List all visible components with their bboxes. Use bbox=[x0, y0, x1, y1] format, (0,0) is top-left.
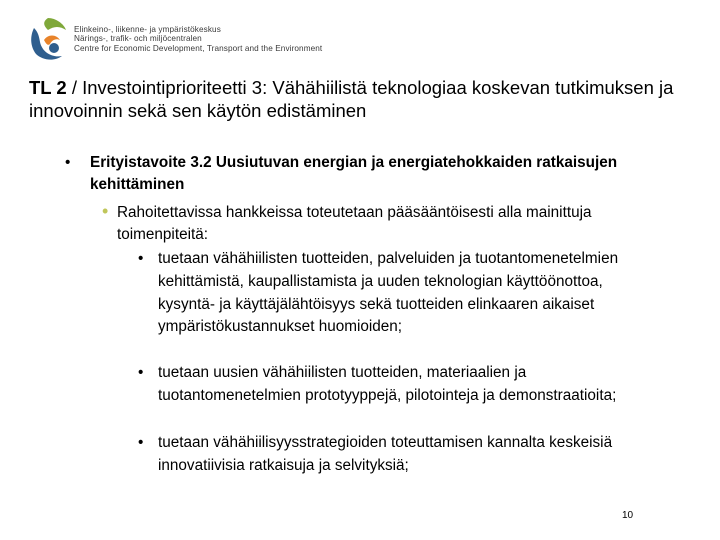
slide-title bbox=[29, 76, 699, 122]
bullet-level1-text: Erityistavoite 3.2 Uusiutuvan energian ja energiatehokkaiden ratkaisujen kehittäminen bbox=[90, 154, 618, 193]
logo-line-sv: Närings-, trafik- och miljöcentralen bbox=[74, 34, 202, 44]
page-number: 10 bbox=[622, 510, 634, 521]
slide-title-code: TL 2 bbox=[29, 77, 67, 98]
ely-logo-text bbox=[74, 25, 322, 53]
bullet-marker: • bbox=[138, 434, 144, 451]
bullet-level3-text: tuetaan uusien vähähiilisten tuotteiden, materiaalien ja tuotantomenetelmien prototyyppejä, pilotointeja ja demonstraatioita; bbox=[158, 364, 617, 404]
slide-title-text: / Investointiprioriteetti 3: Vähähiilistä teknologiaa koskevan tutkimuksen ja innovoinnin sekä sen käytön edistäminen bbox=[29, 77, 674, 121]
bullet-marker: • bbox=[138, 250, 144, 267]
bullet-marker: • bbox=[65, 154, 71, 171]
bullet-level3-text: tuetaan vähähiilisyysstrategioiden toteuttamisen kannalta keskeisiä innovatiivisia ratkaisuja ja selvityksiä; bbox=[158, 434, 613, 474]
logo-line-fi: Elinkeino-, liikenne- ja ympäristökeskus bbox=[74, 25, 221, 34]
bullet-level3-text: tuetaan vähähiilisten tuotteiden, palveluiden ja tuotantomenetelmien kehittämistä, kaupallistamista ja uuden teknologian käyttöönottoa, kysyntä- ja käyttäjälähtöisyys sekä tuotteiden elinkaaren aikaiset ympäristökustannukset huomioiden; bbox=[158, 250, 619, 336]
bullet-level2-text: Rahoitettavissa hankkeissa toteutetaan pääsääntöisesti alla mainittuja toimenpiteitä: bbox=[117, 204, 592, 243]
bullet-marker: • bbox=[102, 201, 109, 221]
logo-line-en: Centre for Economic Development, Transport and the Environment bbox=[74, 43, 323, 53]
bullet-marker: • bbox=[138, 364, 144, 381]
ely-logo bbox=[26, 16, 326, 66]
ely-logo-mark-icon bbox=[26, 16, 70, 62]
